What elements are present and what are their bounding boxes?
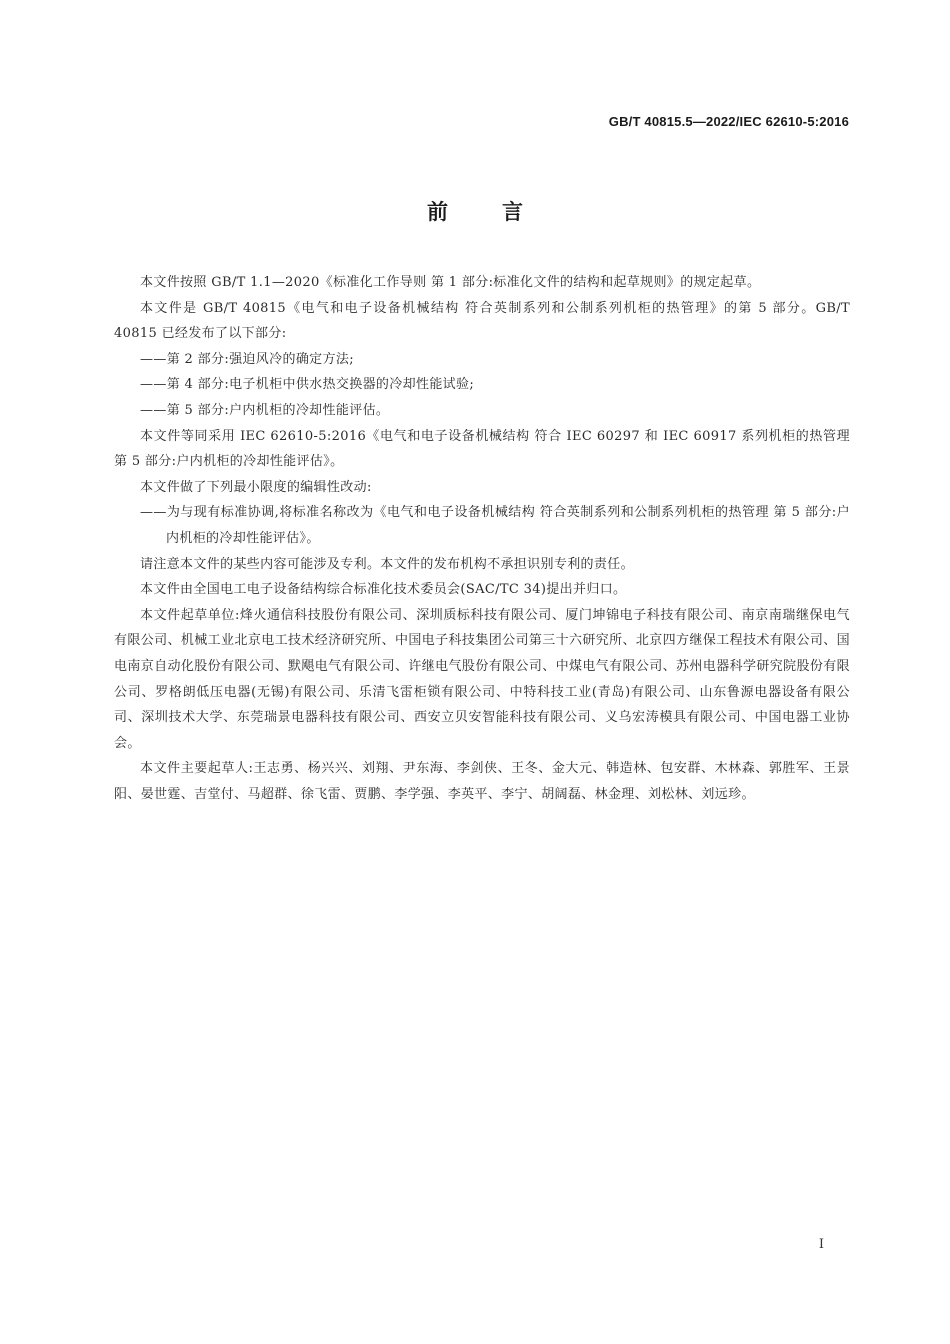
list-item-title-change: ——为与现有标准协调,将标准名称改为《电气和电子设备机械结构 符合英制系列和公制系列机柜的热管理 第 5 部分:户内机柜的冷却性能评估》。 [140,505,850,546]
standard-number: GB/T 40815.5—2022/IEC 62610-5:2016 [608,114,849,129]
paragraph-series-parts: 本文件是 GB/T 40815《电气和电子设备机械结构 符合英制系列和公制系列机柜的热管理》的第 5 部分。GB/T 40815 已经发布了以下部分: [114,300,850,342]
paragraph-proposed-by: 本文件由全国电工电子设备结构综合标准化技术委员会(SAC/TC 34)提出并归口。 [140,582,627,598]
page-title: 前言 [427,200,577,224]
document-body [114,270,850,807]
page-number: I [818,1237,824,1252]
paragraph-patent-notice: 请注意本文件的某些内容可能涉及专利。本文件的发布机构不承担识别专利的责任。 [140,556,634,572]
list-item-part-5: ——第 5 部分:户内机柜的冷却性能评估。 [140,402,390,418]
paragraph-drafting-organizations: 本文件起草单位:烽火通信科技股份有限公司、深圳质标科技有限公司、厦门坤锦电子科技有限公司、南京南瑞继保电气有限公司、机械工业北京电工技术经济研究所、中国电子科技集团公司第三十六研究所、北京四方继保工程技术有限公司、国电南京自动化股份有限公司、默飓电气有限公司、许继电气股份有限公司、中煤电气有限公司、苏州电器科学研究院股份有限公司、罗格朗低压电器(无锡)有限公司、乐清飞雷柜锁有限公司、中特科技工业(青岛)有限公司、山东鲁源电器设备有限公司、深圳技术大学、东莞瑞景电器科技有限公司、西安立贝安智能科技有限公司、义乌宏涛模具有限公司、中国电器工业协会。 [114,607,850,751]
list-item-part-4: ——第 4 部分:电子机柜中供水热交换器的冷却性能试验; [140,377,475,393]
list-item-part-2: ——第 2 部分:强迫风冷的确定方法; [140,351,354,367]
paragraph-drafters: 本文件主要起草人:王志勇、杨兴兴、刘翔、尹东海、李剑侠、王冬、金大元、韩造林、包安群、木林森、郭胜军、王景阳、晏世霆、吉堂付、马超群、徐飞雷、贾鹏、李学强、李英平、李宁、胡阔磊、林金理、刘松林、刘远珍。 [114,761,850,802]
paragraph-editorial-changes: 本文件做了下列最小限度的编辑性改动: [140,479,372,495]
paragraph-drafting-rules: 本文件按照 GB/T 1.1—2020《标准化工作导则 第 1 部分:标准化文件的结构和起草规则》的规定起草。 [140,275,761,290]
paragraph-identical-adoption: 本文件等同采用 IEC 62610-5:2016《电气和电子设备机械结构 符合 IEC 60297 和 IEC 60917 系列机柜的热管理 第 5 部分:户内机柜的冷却性能评估》。 [114,428,850,470]
